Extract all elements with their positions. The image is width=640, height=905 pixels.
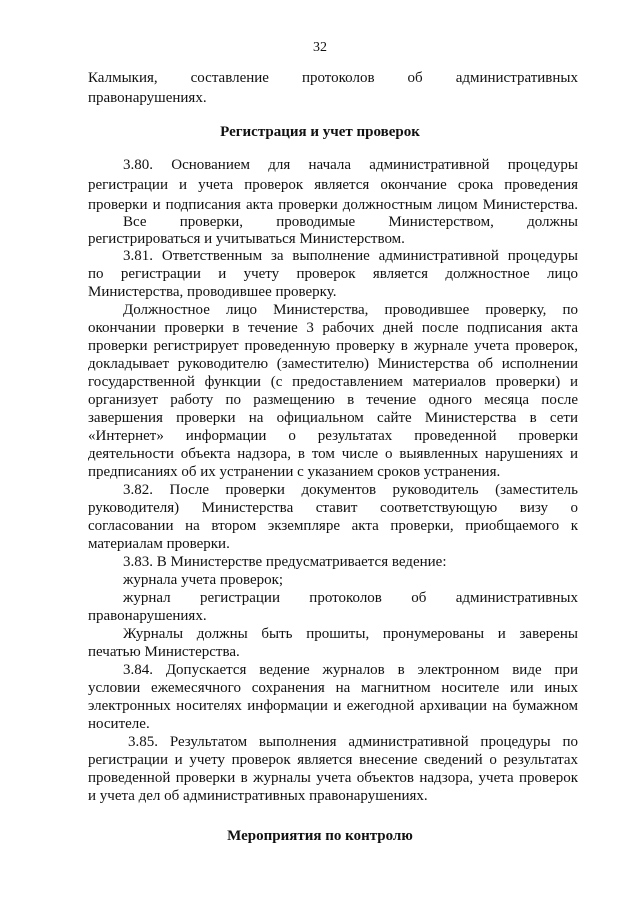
text-line: государственной функции (с предоставлением материалов проверки) и <box>88 374 578 390</box>
section-heading: Мероприятия по контролю <box>227 828 413 844</box>
text-line: проверки и подписания акта проверки должностным лицом Министерства. <box>88 197 578 213</box>
text-line: правонарушениях. <box>88 608 207 624</box>
text-line: завершения проверки на официальном сайте Министерства в сети <box>88 410 578 426</box>
paragraph-first-line: 3.82. После проверки документов руководитель (заместитель <box>123 482 578 498</box>
text-line: организует работу по размещению в течение одного месяца после <box>88 392 578 408</box>
paragraph-first-line: Все проверки, проводимые Министерством, должны <box>123 214 578 230</box>
text-line: «Интернет» информации о результатах проведенной проверки <box>88 428 578 444</box>
text-line: регистрироваться и учитываться Министерством. <box>88 231 405 247</box>
paragraph-first-line: 3.85. Результатом выполнения административной процедуры по <box>128 734 578 750</box>
paragraph-first-line: Должностное лицо Министерства, проводившее проверку, по <box>123 302 578 318</box>
page-number: 32 <box>313 40 327 55</box>
text-line: правонарушениях. <box>88 90 207 106</box>
paragraph-first-line: 3.84. Допускается ведение журналов в электронном виде при <box>123 662 578 678</box>
text-line: окончании проверки в течение 3 рабочих дней после подписания акта <box>88 320 578 336</box>
text-line: проверки регистрирует проведенную проверку в журнале учета проверок, <box>88 338 578 354</box>
text-line: согласовании на втором экземпляре акта проверки, приобщаемого к <box>88 518 578 534</box>
text-line: Калмыкия, составление протоколов об административных <box>88 70 578 86</box>
text-line: Министерства, проводившее проверку. <box>88 284 337 300</box>
text-line: печатью Министерства. <box>88 644 240 660</box>
paragraph-first-line: 3.80. Основанием для начала административной процедуры <box>123 157 578 173</box>
paragraph-first-line: 3.81. Ответственным за выполнение административной процедуры <box>123 248 578 264</box>
text-line: регистрации и учета проверок является окончание срока проведения <box>88 177 578 193</box>
text-line: руководителя) Министерства ставит соответствующую визу о <box>88 500 578 516</box>
text-line: условии ежемесячного сохранения на магнитном носителе или иных <box>88 680 578 696</box>
section-heading: Регистрация и учет проверок <box>220 124 420 140</box>
paragraph-first-line: 3.83. В Министерстве предусматривается ведение: <box>123 554 447 570</box>
text-line: по регистрации и учету проверок является должностное лицо <box>88 266 578 282</box>
text-line: деятельности объекта надзора, в том числе о выявленных нарушениях и <box>88 446 578 462</box>
text-line: носителе. <box>88 716 150 732</box>
paragraph-first-line: Журналы должны быть прошиты, пронумерованы и заверены <box>123 626 578 642</box>
paragraph-first-line: журнал регистрации протоколов об административных <box>123 590 578 606</box>
text-line: проведенной проверки в журналы учета объектов надзора, учета проверок <box>88 770 578 786</box>
text-line: регистрации и учету проверок является внесение сведений о результатах <box>88 752 578 768</box>
paragraph-first-line: журнала учета проверок; <box>123 572 284 588</box>
text-line: и учета дел об административных правонарушениях. <box>88 788 428 804</box>
text-line: предписаниях об их устранении с указанием сроков устранения. <box>88 464 501 480</box>
text-line: материалам проверки. <box>88 536 230 552</box>
text-line: электронных носителях информации и ежегодной архивации на бумажном <box>88 698 578 714</box>
text-line: докладывает руководителю (заместителю) Министерства об исполнении <box>88 356 578 372</box>
